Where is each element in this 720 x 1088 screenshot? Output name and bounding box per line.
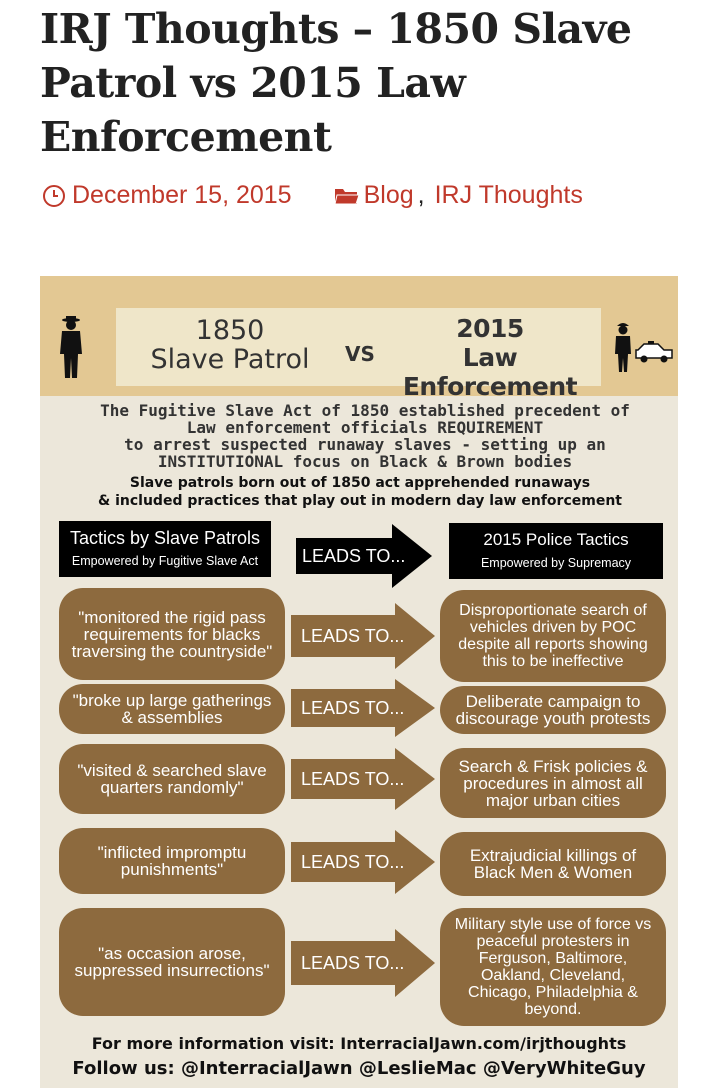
intro-subtext	[80, 474, 640, 510]
left-column-subtitle: Empowered by Fugitive Slave Act	[71, 554, 259, 568]
header-right-year: 2015	[456, 314, 524, 343]
leads-to-label: LEADS TO...	[301, 697, 405, 718]
intro-subtext-line: Slave patrols born out of 1850 act apprehended runaways	[129, 475, 591, 491]
police-tactic	[440, 686, 666, 734]
leads-to-arrow	[291, 748, 435, 810]
police-tactic-text: Military style use of force vs peaceful protesters in Ferguson, Baltimore, Oakland, Cleveland, Chicago, Philadelphia & beyond.	[454, 916, 652, 1018]
police-tactic	[440, 908, 666, 1026]
slave-patrol-tactic-text: "inflicted impromptu punishments"	[97, 843, 247, 879]
slave-patrol-tactic-text: "monitored the rigid pass requirements for blacks traversing the countryside"	[71, 607, 273, 661]
police-tactic-text: Search & Frisk policies & procedures in almost all major urban cities	[458, 756, 648, 810]
slave-patrol-tactic	[59, 744, 285, 814]
left-column-title: Tactics by Slave Patrols	[69, 528, 261, 548]
leads-to-arrow	[291, 603, 435, 669]
leads-to-label: LEADS TO...	[301, 768, 405, 789]
intro-line: The Fugitive Slave Act of 1850 established precedent of	[100, 401, 630, 420]
intro-line: to arrest suspected runaway slaves - setting up an	[124, 435, 606, 454]
left-column-header	[59, 521, 271, 577]
category-link-blog[interactable]: Blog	[363, 180, 414, 209]
infographic-image	[40, 276, 678, 1088]
post-categories	[334, 181, 583, 210]
police-tactic-text: Disproportionate search of vehicles driven by POC despite all reports showing this to be ineffective	[458, 602, 648, 670]
slave-patrol-tactic	[59, 588, 285, 680]
post-date[interactable]	[42, 181, 292, 210]
header-left-block	[130, 316, 330, 374]
category-link-irj-thoughts[interactable]: IRJ Thoughts	[434, 180, 583, 209]
folder-icon	[334, 181, 360, 210]
header-leads-to-arrow	[296, 524, 432, 588]
header-left-label: Slave Patrol	[150, 344, 310, 375]
leads-to-arrow	[291, 929, 435, 997]
category-separator: ,	[417, 180, 425, 209]
police-tactic	[440, 748, 666, 818]
slave-patrol-tactic	[59, 828, 285, 894]
right-column-title: 2015 Police Tactics	[483, 530, 629, 549]
police-tactic-text: Deliberate campaign to discourage youth protests	[455, 692, 651, 728]
post-title: IRJ Thoughts – 1850 Slave Patrol vs 2015 Law Enforcement	[40, 5, 632, 161]
footer-info-text: For more information visit: InterracialJawn.com/irjthoughts	[91, 1034, 627, 1053]
police-officer-car-icon	[614, 320, 676, 372]
slave-patrol-figure-icon	[58, 316, 84, 378]
police-tactic-text: Extrajudicial killings of Black Men & Women	[469, 846, 637, 882]
leads-to-label: LEADS TO...	[301, 952, 405, 973]
post-date-link[interactable]: December 15, 2015	[72, 180, 292, 209]
slave-patrol-tactic	[59, 908, 285, 1016]
header-left-year: 1850	[195, 315, 265, 346]
header-arrow-label: LEADS TO...	[302, 545, 406, 566]
slave-patrol-tactic-text: "as occasion arose, suppressed insurrections"	[74, 944, 270, 980]
leads-to-arrow	[291, 830, 435, 894]
header-vs: VS	[345, 342, 375, 366]
slave-patrol-tactic-text: "visited & searched slave quarters randomly"	[77, 761, 267, 797]
footer-follow-text: Follow us: @InterracialJawn @LeslieMac @VeryWhiteGuy	[72, 1058, 646, 1079]
police-tactic	[440, 590, 666, 682]
slave-patrol-tactic-text: "broke up large gatherings & assemblies	[72, 691, 272, 727]
post-meta	[42, 178, 583, 212]
intro-line: Law enforcement officials REQUIREMENT	[186, 418, 544, 437]
leads-to-arrow	[291, 679, 435, 737]
leads-to-label: LEADS TO...	[301, 625, 405, 646]
intro-text	[70, 402, 660, 470]
intro-line: INSTITUTIONAL focus on Black & Brown bodies	[157, 452, 573, 471]
intro-subtext-line: & included practices that play out in modern day law enforcement	[98, 493, 622, 509]
leads-to-label: LEADS TO...	[301, 851, 405, 872]
clock-icon	[42, 181, 66, 210]
right-column-subtitle: Empowered by Supremacy	[480, 556, 632, 570]
right-column-header	[449, 523, 663, 579]
police-tactic	[440, 832, 666, 896]
slave-patrol-tactic	[59, 684, 285, 734]
header-right-block	[385, 314, 595, 401]
header-right-label: Law Enforcement	[402, 343, 578, 401]
